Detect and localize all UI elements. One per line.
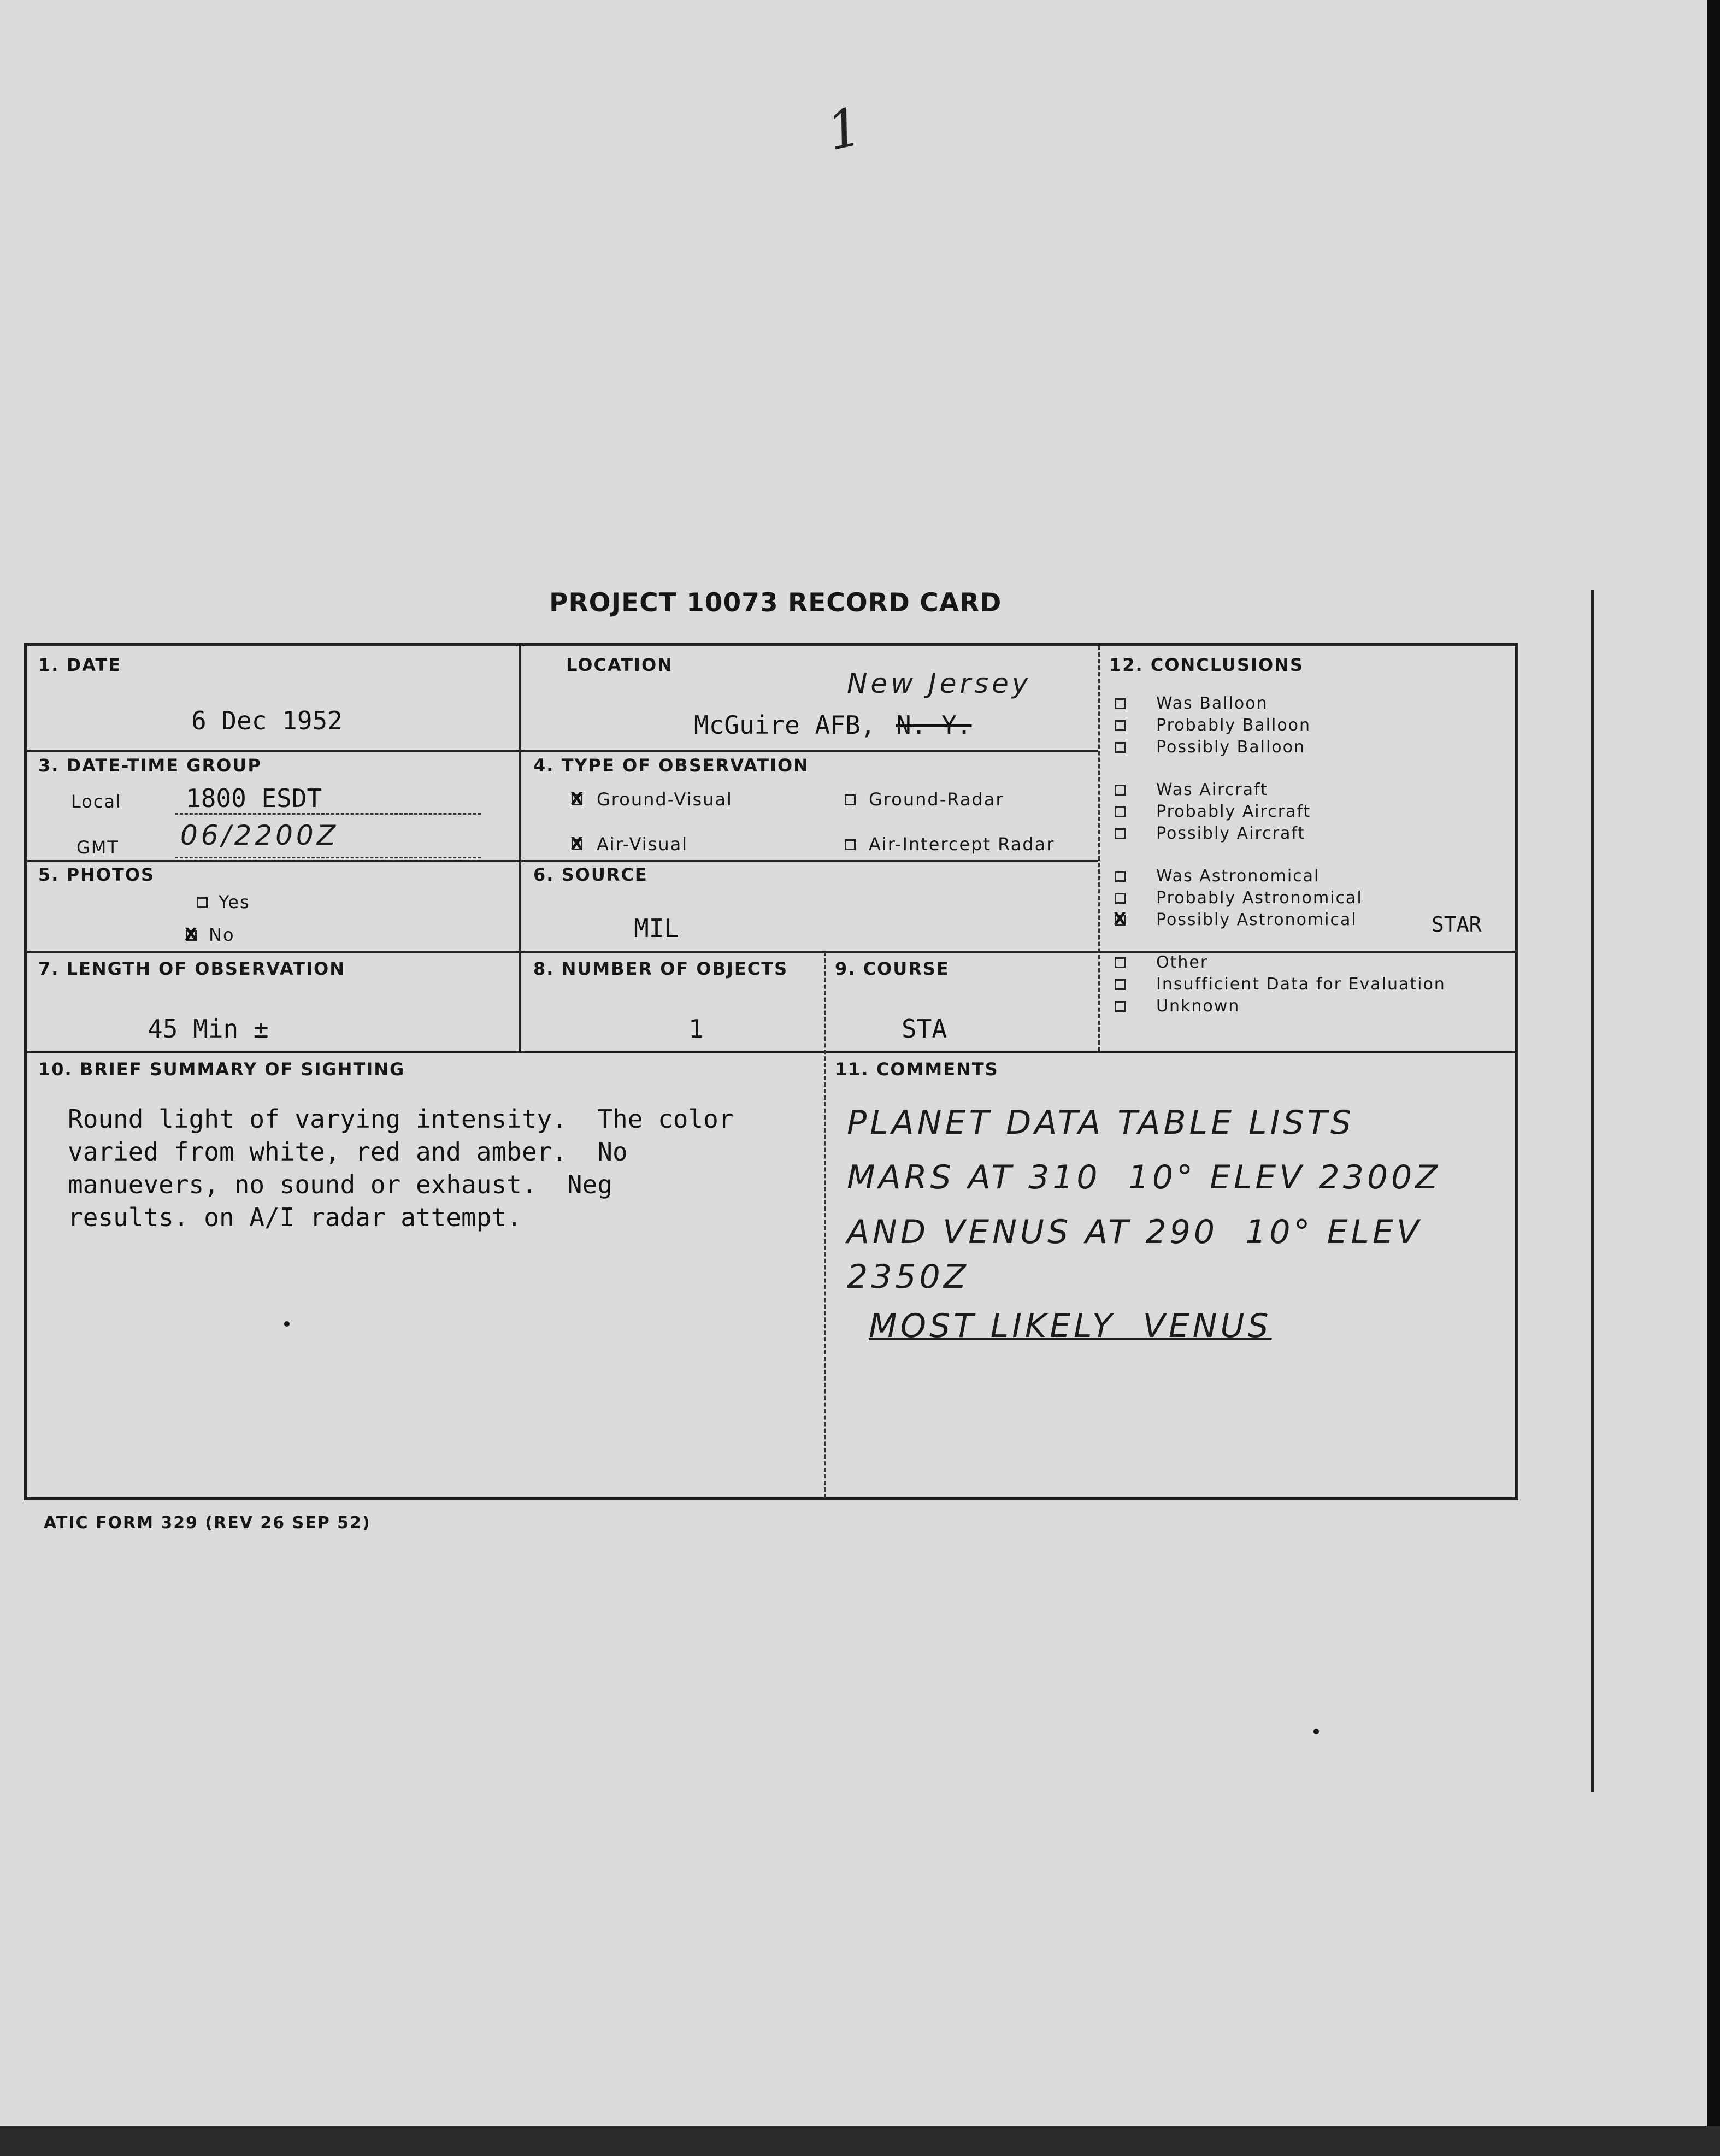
local-value: 1800 ESDT <box>186 784 322 813</box>
photos-yes-checkbox[interactable] <box>197 897 208 908</box>
local-field-line <box>175 813 481 815</box>
conclusion-option-label: Possibly Aircraft <box>1156 824 1306 843</box>
gmt-label: GMT <box>76 837 119 858</box>
location-label: LOCATION <box>566 655 673 675</box>
rule-row-5 <box>27 1051 1518 1053</box>
comment-conclusion: MOST LIKELY VENUS <box>869 1307 1272 1345</box>
photos-label: 5. PHOTOS <box>38 864 155 885</box>
conclusion-option-label: Other <box>1156 953 1209 972</box>
comment-line: MARS AT 310 10° ELEV 2300Z <box>847 1158 1441 1197</box>
conclusion-checkbox[interactable] <box>1115 698 1126 709</box>
conclusion-checkbox[interactable] <box>1115 893 1126 904</box>
ground-radar-checkbox[interactable] <box>845 794 856 805</box>
date-label: 1. DATE <box>38 655 122 675</box>
number-of-objects-label: 8. NUMBER OF OBJECTS <box>533 958 788 979</box>
summary-line: manuevers, no sound or exhaust. Neg <box>68 1170 612 1199</box>
comment-line: PLANET DATA TABLE LISTS <box>847 1104 1355 1142</box>
source-value: MIL <box>634 914 680 943</box>
conclusion-option-label: Probably Astronomical <box>1156 888 1363 908</box>
brief-summary-label: 10. BRIEF SUMMARY OF SIGHTING <box>38 1059 405 1080</box>
gmt-field-line <box>175 857 481 858</box>
air-visual-checkbox[interactable] <box>572 839 582 850</box>
conclusion-option-label: Insufficient Data for Evaluation <box>1156 975 1446 994</box>
location-struck: N. Y. <box>896 710 972 740</box>
conclusion-checkbox[interactable] <box>1115 785 1126 796</box>
card-title: PROJECT 10073 RECORD CARD <box>549 588 1002 618</box>
page-mark: 1 <box>822 95 868 163</box>
conclusion-option-label: Was Balloon <box>1156 694 1268 713</box>
conclusion-option-label: Possibly Balloon <box>1156 738 1305 757</box>
photos-no-checkbox[interactable] <box>186 930 197 941</box>
comment-line: 2350Z <box>847 1258 969 1296</box>
location-typed: McGuire AFB, <box>694 710 876 740</box>
conclusion-checkbox[interactable] <box>1115 915 1126 926</box>
scan-edge-right <box>1707 0 1720 2156</box>
summary-line: Round light of varying intensity. The color <box>68 1104 734 1134</box>
scan-speck <box>284 1321 290 1327</box>
brief-summary-text <box>68 1103 734 1234</box>
length-of-observation-label: 7. LENGTH OF OBSERVATION <box>38 958 345 979</box>
conclusion-checkbox[interactable] <box>1115 979 1126 990</box>
card-margin-line <box>1591 590 1594 1792</box>
number-of-objects-value: 1 <box>688 1014 704 1044</box>
rule-col-conclusions <box>1098 646 1100 1051</box>
ground-visual-checkbox[interactable] <box>572 794 582 805</box>
course-value: STA <box>902 1014 947 1044</box>
length-of-observation-value: 45 Min ± <box>148 1014 269 1044</box>
scan-edge-bottom <box>0 2126 1720 2156</box>
air-intercept-radar-label: Air-Intercept Radar <box>869 834 1055 855</box>
conclusions-label: 12. CONCLUSIONS <box>1109 655 1304 675</box>
source-label: 6. SOURCE <box>533 864 648 885</box>
gmt-value: 06/2200Z <box>180 820 339 851</box>
ground-radar-label: Ground-Radar <box>869 789 1004 810</box>
astronomical-annotation: STAR <box>1432 912 1482 936</box>
rule-row-2 <box>27 750 1098 752</box>
conclusion-checkbox[interactable] <box>1115 828 1126 839</box>
conclusion-checkbox[interactable] <box>1115 1001 1126 1012</box>
ground-visual-label: Ground-Visual <box>597 789 733 810</box>
photos-no-label: No <box>209 924 235 945</box>
conclusion-option-label: Was Astronomical <box>1156 867 1320 886</box>
local-label: Local <box>71 791 122 812</box>
conclusion-option-label: Possibly Astronomical <box>1156 910 1357 929</box>
rule-row-4 <box>27 951 1518 953</box>
conclusion-option-label: Probably Balloon <box>1156 716 1311 735</box>
conclusion-option-label: Unknown <box>1156 997 1240 1016</box>
scan-speck <box>1313 1729 1319 1734</box>
rule-col-comments <box>824 952 826 1498</box>
conclusion-checkbox[interactable] <box>1115 871 1126 882</box>
date-value: 6 Dec 1952 <box>191 706 343 735</box>
photos-yes-label: Yes <box>219 892 250 912</box>
rule-row-3 <box>27 860 1098 862</box>
air-intercept-radar-checkbox[interactable] <box>845 839 856 850</box>
summary-line: varied from white, red and amber. No <box>68 1137 628 1167</box>
conclusion-option-label: Probably Aircraft <box>1156 802 1311 821</box>
comments-label: 11. COMMENTS <box>835 1059 999 1080</box>
conclusion-checkbox[interactable] <box>1115 957 1126 968</box>
comment-line: AND VENUS AT 290 10° ELEV <box>847 1213 1422 1251</box>
conclusion-checkbox[interactable] <box>1115 806 1126 817</box>
conclusion-checkbox[interactable] <box>1115 742 1126 753</box>
rule-col-mid <box>519 646 521 1051</box>
date-time-group-label: 3. DATE-TIME GROUP <box>38 755 262 776</box>
form-number: ATIC FORM 329 (REV 26 SEP 52) <box>44 1513 371 1533</box>
summary-line: results. on A/I radar attempt. <box>68 1203 522 1232</box>
course-label: 9. COURSE <box>835 958 950 979</box>
conclusion-option-label: Was Aircraft <box>1156 780 1268 799</box>
type-of-observation-label: 4. TYPE OF OBSERVATION <box>533 755 809 776</box>
air-visual-label: Air-Visual <box>597 834 688 855</box>
record-card <box>24 643 1518 1500</box>
conclusion-checkbox[interactable] <box>1115 720 1126 731</box>
location-handwritten: New Jersey <box>847 668 1032 699</box>
